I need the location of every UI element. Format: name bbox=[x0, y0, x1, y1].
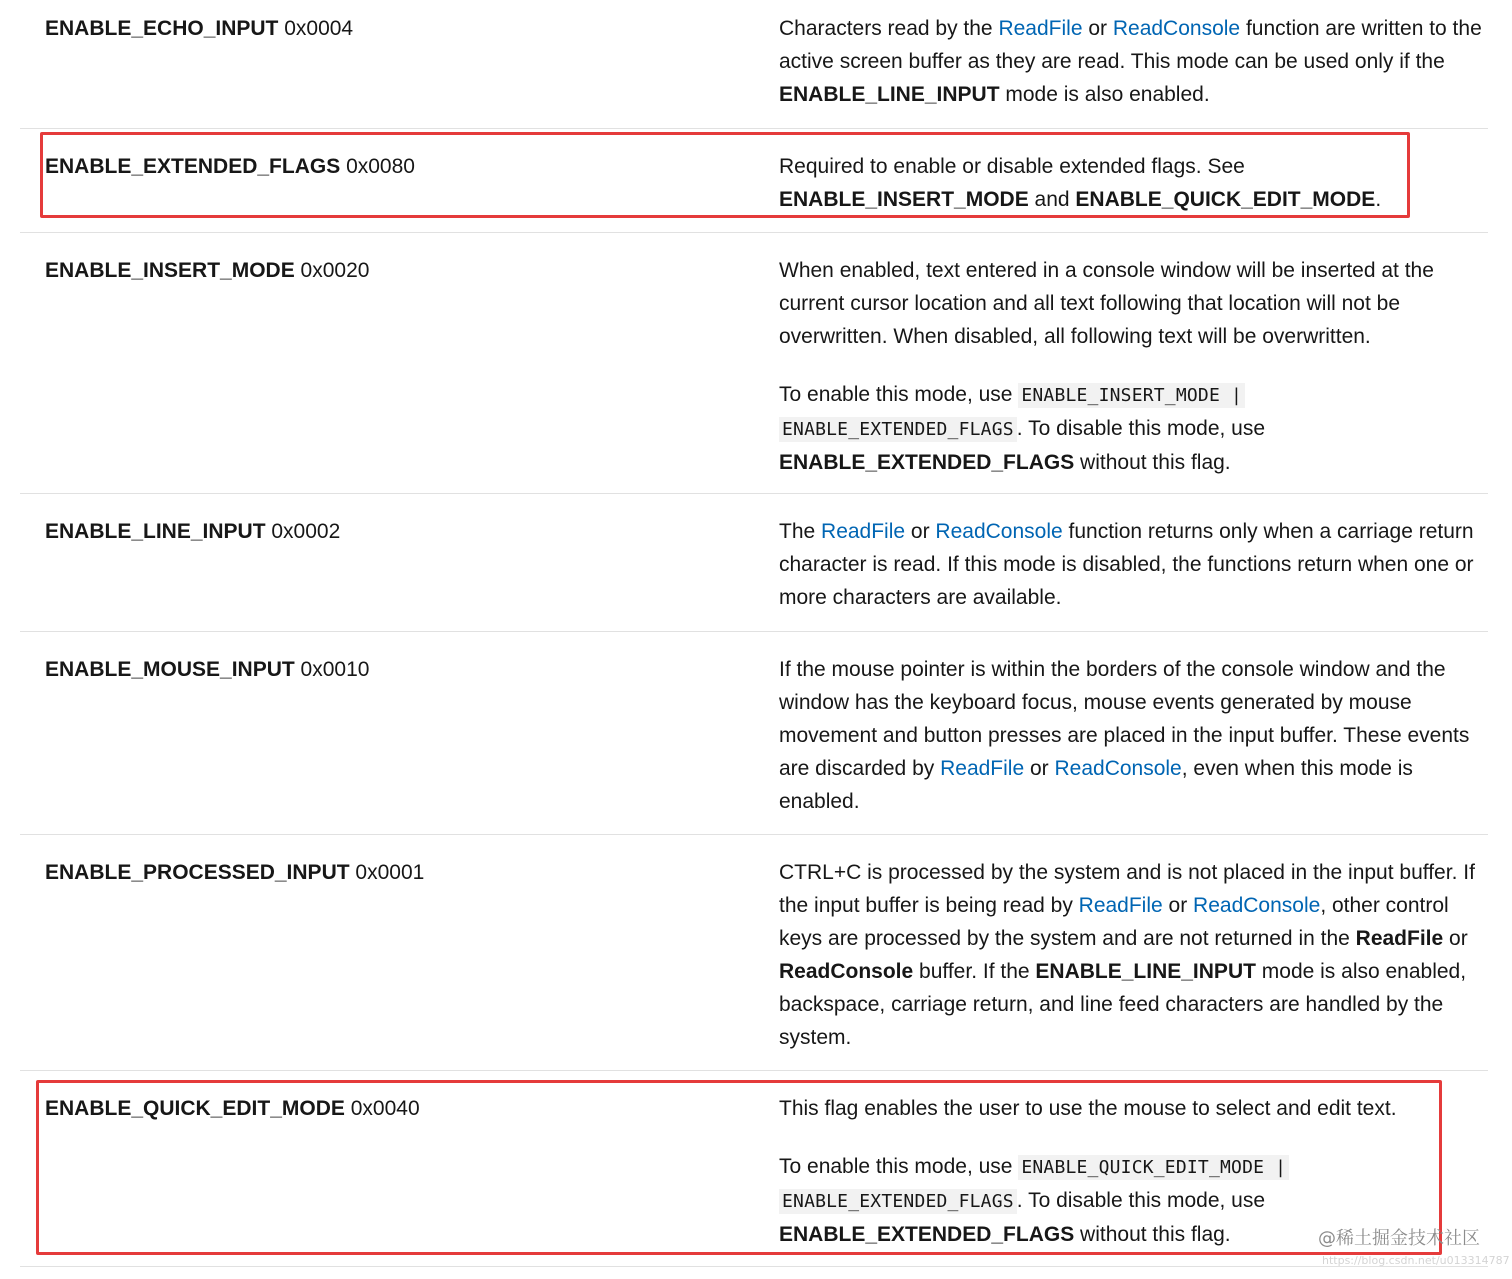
flag-name-cell bbox=[45, 515, 340, 548]
flag-name: ENABLE_MOUSE_INPUT bbox=[45, 658, 295, 681]
watermark: @稀土掘金技术社区 bbox=[1318, 1228, 1480, 1249]
flag-description: Characters read by the ReadFile or ReadConsole function are written to the active screen buffer as they are read. This mode can be used only if the ENABLE_LINE_INPUT mode is also enabled. bbox=[779, 17, 1482, 106]
flag-name: ENABLE_INSERT_MODE bbox=[45, 259, 295, 282]
flag-value: 0x0001 bbox=[355, 861, 425, 884]
code-snippet: ENABLE_EXTENDED_FLAGS bbox=[779, 417, 1017, 442]
readconsole-link[interactable]: ReadConsole bbox=[1054, 757, 1182, 780]
readconsole-link[interactable]: ReadConsole bbox=[1193, 894, 1321, 917]
readfile-link[interactable]: ReadFile bbox=[998, 17, 1083, 40]
flag-name: ENABLE_ECHO_INPUT bbox=[45, 17, 279, 40]
table-row bbox=[20, 233, 1488, 494]
flag-name-cell bbox=[45, 254, 369, 287]
flag-value: 0x0040 bbox=[350, 1097, 420, 1120]
flag-description: If the mouse pointer is within the borders of the console window and the window has the keyboard focus, mouse events generated by mouse movement and button presses are placed in the input buffer. These events are discarded by ReadFile or ReadConsole, even when this mode is enabled. bbox=[779, 658, 1470, 813]
flag-value: 0x0020 bbox=[300, 259, 370, 282]
table-row bbox=[20, 494, 1488, 632]
code-snippet: ENABLE_EXTENDED_FLAGS bbox=[779, 1189, 1017, 1214]
flag-name: ENABLE_LINE_INPUT bbox=[45, 520, 266, 543]
readconsole-link[interactable]: ReadConsole bbox=[1112, 17, 1241, 40]
table-row bbox=[20, 835, 1488, 1071]
flag-value: 0x0010 bbox=[300, 658, 370, 681]
readfile-link[interactable]: ReadFile bbox=[1078, 894, 1163, 917]
flag-name-cell bbox=[45, 12, 353, 45]
highlight-box-quick-edit-mode bbox=[36, 1080, 1442, 1255]
flag-name: ENABLE_QUICK_EDIT_MODE bbox=[45, 1097, 345, 1120]
flag-name-cell bbox=[45, 653, 369, 686]
flag-description: This flag enables the user to use the mouse to select and edit text. To enable this mode, use ENABLE_QUICK_EDIT_MODE | ENABLE_EXTENDED_FLAGS . To disable this mode, use ENABLE_EXTENDED_FLAGS without this flag. bbox=[779, 1097, 1397, 1246]
readconsole-link[interactable]: ReadConsole bbox=[935, 520, 1063, 543]
watermark-url: https://blog.csdn.net/u013314787 bbox=[1322, 1254, 1510, 1267]
readfile-link[interactable]: ReadFile bbox=[821, 520, 906, 543]
flag-value: 0x0002 bbox=[271, 520, 341, 543]
flag-description: The ReadFile or ReadConsole function returns only when a carriage return character is read. If this mode is disabled, the functions return when one or more characters are available. bbox=[779, 520, 1474, 609]
flag-name: ENABLE_EXTENDED_FLAGS bbox=[45, 155, 341, 178]
flag-name-cell bbox=[45, 856, 424, 889]
readfile-link[interactable]: ReadFile bbox=[940, 757, 1025, 780]
flag-description: CTRL+C is processed by the system and is not placed in the input buffer. If the input buffer is being read by ReadFile or ReadConsole, other control keys are processed by the system and are not returned in the ReadFile or ReadConsole buffer. If the ENABLE_LINE_INPUT mode is also enabled, backspace, carriage return, and line feed characters are handled by the system. bbox=[779, 861, 1475, 1049]
flag-description: Required to enable or disable extended flags. See ENABLE_INSERT_MODE and ENABLE_QUICK_EDIT_MODE. bbox=[779, 155, 1382, 211]
table-row bbox=[20, 0, 1488, 129]
flag-name: ENABLE_PROCESSED_INPUT bbox=[45, 861, 350, 884]
code-snippet: ENABLE_INSERT_MODE | bbox=[1018, 383, 1245, 408]
flag-value: 0x0004 bbox=[284, 17, 354, 40]
table-row bbox=[20, 632, 1488, 835]
flag-value: 0x0080 bbox=[346, 155, 415, 178]
code-snippet: ENABLE_QUICK_EDIT_MODE | bbox=[1018, 1155, 1289, 1180]
highlight-box-extended-flags bbox=[40, 132, 1410, 218]
flag-description: When enabled, text entered in a console window will be inserted at the current cursor location and all text following that location will not be overwritten. When disabled, all following text will be overwritten. To enable this mode, use ENABLE_INSERT_MODE | ENABLE_EXTENDED_FLAGS . To disable this mode, use ENABLE_EXTENDED_FLAGS without this flag. bbox=[779, 259, 1434, 474]
